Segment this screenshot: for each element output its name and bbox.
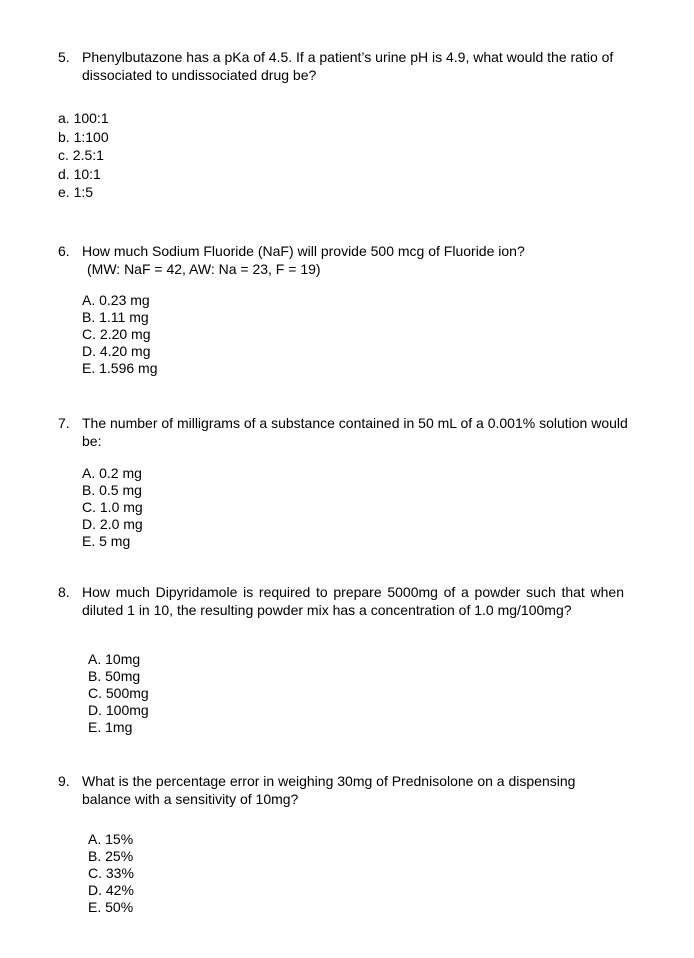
question-text: What is the percentage error in weighing 30mg of Prednisolone on a dispensing balance with a sensitivity of 10mg? <box>82 773 576 807</box>
options-8 <box>88 651 149 736</box>
option: E. 1mg <box>88 719 133 735</box>
question-text: How much Dipyridamole is required to prepare 5000mg of a powder such that when diluted 1 in 10, the resulting powder mix has a concentration of 1.0 mg/100mg? <box>82 584 624 618</box>
option: C. 500mg <box>88 685 149 701</box>
question-number: 7. <box>58 415 70 431</box>
question-5 <box>58 48 628 84</box>
option: E. 5 mg <box>82 533 131 549</box>
options-5 <box>58 109 109 202</box>
options-7 <box>82 465 143 550</box>
question-text: Phenylbutazone has a pKa of 4.5. If a patient’s urine pH is 4.9, what would the ratio of dissociated to undissociated drug be? <box>82 49 614 83</box>
option: B. 50mg <box>88 668 141 684</box>
option: A. 15% <box>88 831 134 847</box>
question-8 <box>58 583 628 619</box>
question-9 <box>58 772 628 808</box>
option: A. 10mg <box>88 651 141 667</box>
option: C. 33% <box>88 865 134 881</box>
option: e. 1:5 <box>58 184 94 200</box>
option: A. 0.2 mg <box>82 465 142 481</box>
option: B. 0.5 mg <box>82 482 142 498</box>
options-9 <box>88 831 134 916</box>
question-6 <box>58 242 628 278</box>
option: B. 1.11 mg <box>82 309 149 325</box>
option: A. 0.23 mg <box>82 292 150 308</box>
question-subtext: (MW: NaF = 42, AW: Na = 23, F = 19) <box>87 261 321 277</box>
question-7 <box>58 414 628 450</box>
option: c. 2.5:1 <box>58 147 104 163</box>
option: a. 100:1 <box>58 110 109 126</box>
option: D. 4.20 mg <box>82 343 151 359</box>
question-text: How much Sodium Fluoride (NaF) will provide 500 mcg of Fluoride ion? <box>82 243 525 259</box>
question-text: The number of milligrams of a substance contained in 50 mL of a 0.001% solution would be: <box>82 415 628 449</box>
option: D. 100mg <box>88 702 149 718</box>
option: C. 2.20 mg <box>82 326 151 342</box>
option: b. 1:100 <box>58 128 109 145</box>
option: D. 2.0 mg <box>82 516 143 532</box>
question-number: 5. <box>58 49 70 65</box>
option: B. 25% <box>88 848 134 864</box>
option: E. 50% <box>88 899 134 915</box>
option: C. 1.0 mg <box>82 499 143 515</box>
question-number: 9. <box>58 773 70 789</box>
options-6 <box>82 292 158 377</box>
option: E. 1.596 mg <box>82 360 158 376</box>
question-number: 8. <box>58 584 70 600</box>
option: D. 42% <box>88 882 134 898</box>
option: d. 10:1 <box>58 165 101 182</box>
question-number: 6. <box>58 243 70 259</box>
